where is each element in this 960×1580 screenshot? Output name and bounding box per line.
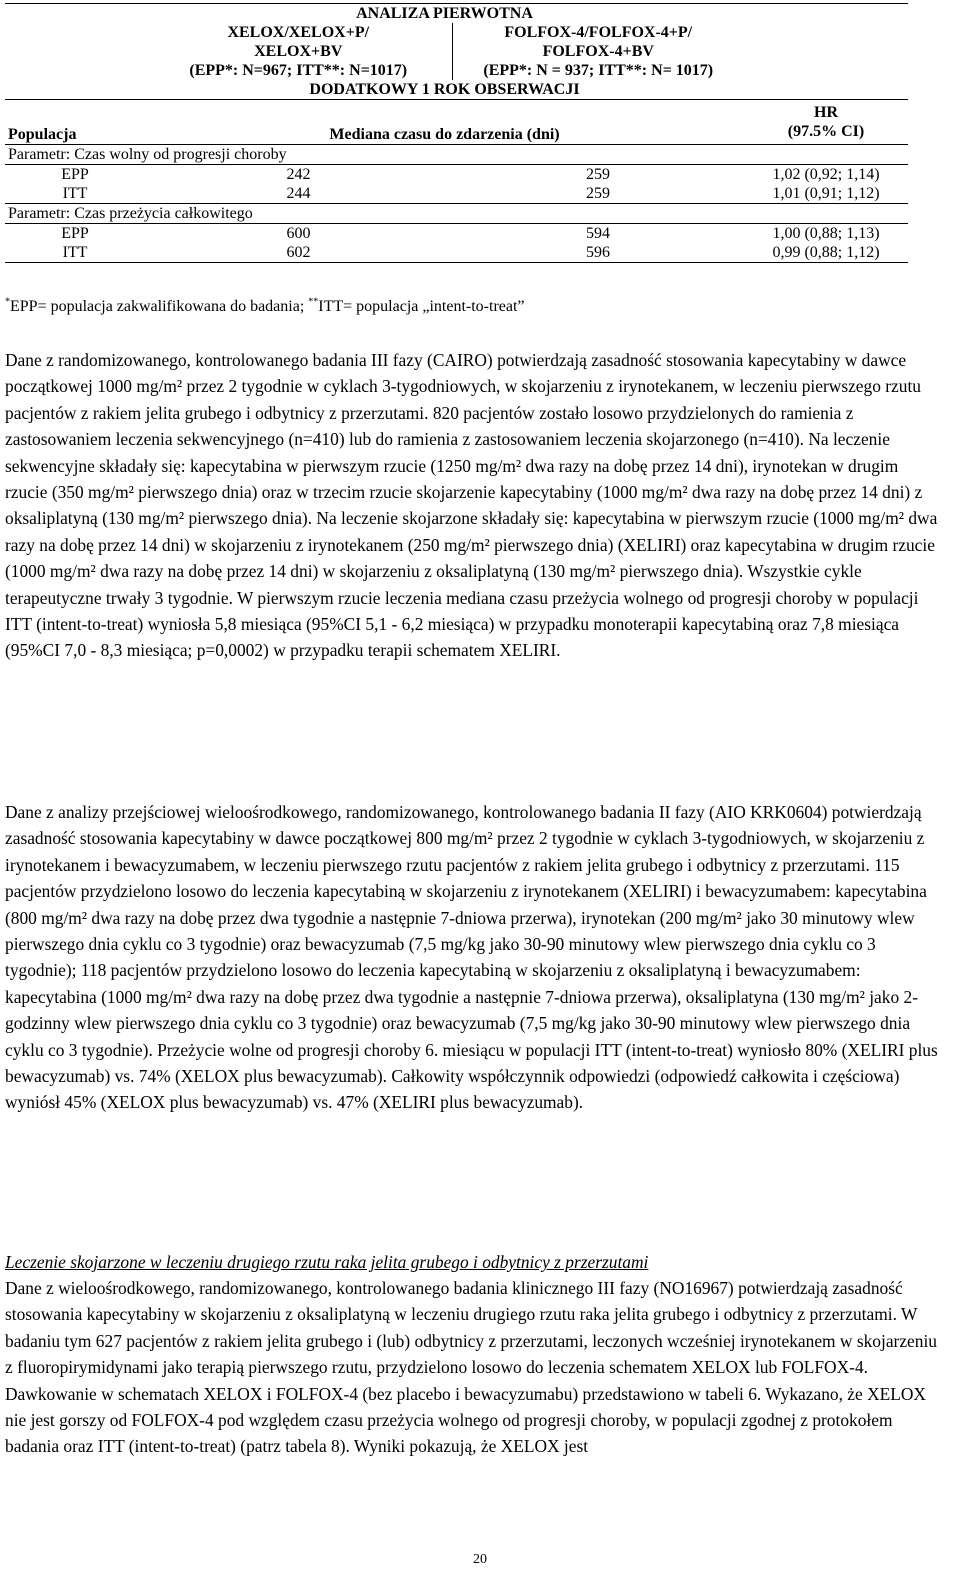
results-table [5, 3, 908, 263]
followup-header: DODATKOWY 1 ROK OBSERWACJI [145, 80, 744, 100]
table-footnote: *EPP= populacja zakwalifikowana do badania; **ITT= populacja „intent-to-treat” [5, 296, 525, 315]
param-pfs: Parametr: Czas wolny od progresji choroby [5, 145, 908, 165]
table-row: ITT 602 596 0,99 (0,88; 1,12) [5, 243, 908, 263]
page-number: 20 [473, 1552, 487, 1567]
paragraph-cairo: Dane z randomizowanego, kontrolowanego badania III fazy (CAIRO) potwierdzają zasadność stosowania kapecytabiny w dawce początkowej 1000 mg/m² przez 2 tygodnie w cyklach 3-tygodniowych, w skojarzeniu z irynotekanem, w leczeniu pierwszego rzutu pacjentów z rakiem jelita grubego i odbytnicy z przerzutami. 820 pacjentów zostało losowo przydzielonych do ramienia z zastosowaniem leczenia sekwencyjnego (n=410) lub do ramienia z zastosowaniem leczenia skojarzonego (n=410). Na leczenie sekwencyjne składały się: kapecytabina w pierwszym rzucie (1250 mg/m² dwa razy na dobę przez 14 dni), irynotekan w drugim rzucie (350 mg/m² pierwszego dnia) oraz w trzecim rzucie skojarzenie kapecytabiny (1000 mg/m² dwa razy na dobę przez 14 dni) z oksaliplatyną (130 mg/m² pierwszego dnia). Na leczenie skojarzone składały się: kapecytabina w pierwszym rzucie (1000 mg/m² dwa razy na dobę przez 14 dni) w skojarzeniu z irynotekanem (250 mg/m² pierwszego dnia) (XELIRI) oraz kapecytabina w drugim rzucie (1000 mg/m² dwa razy na dobę przez 14 dni) w skojarzeniu z oksaliplatyną (130 mg/m² pierwszego dnia). Wszystkie cykle terapeutyczne trwały 3 tygodnie. W pierwszym rzucie leczenia mediana czasu przeżycia wolnego od progresji choroby w populacji ITT (intent-to-treat) wyniosła 5,8 miesiąca (95%CI 5,1 - 6,2 miesiąca) w przypadku monoterapii kapecytabiną oraz 7,8 miesiąca (95%CI 7,0 - 8,3 miesiąca; p=0,0002) w przypadku terapii schematem XELIRI. [5, 350, 938, 661]
table-title: ANALIZA PIERWOTNA [145, 4, 744, 24]
paragraph-aio: Dane z analizy przejściowej wieloośrodkowego, randomizowanego, kontrolowanego badania II fazy (AIO KRK0604) potwierdzają zasadność stosowania kapecytabiny w dawce początkowej 800 mg/m² przez 2 tygodnie w cyklach 3-tygodniowych, w skojarzeniu z irynotekanem i bewacyzumabem, w leczeniu pierwszego rzutu pacjentów z rakiem jelita grubego i odbytnicy z przerzutami. 115 pacjentów przydzielono losowo do leczenia kapecytabiną w skojarzeniu z irynotekanem (XELIRI) i bewacyzumabem: kapecytabina (800 mg/m² dwa razy na dobę przez dwa tygodnie a następnie 7-dniowa przerwa), irynotekan (200 mg/m² jako 30 minutowy wlew pierwszego dnia cyklu co 3 tygodnie) oraz bewacyzumab (7,5 mg/kg jako 30-90 minutowy wlew pierwszego dnia cyklu co 3 tygodnie); 118 pacjentów przydzielono losowo do leczenia kapecytabiną w skojarzeniu z oksaliplatyną i bewacyzumabem: kapecytabina (1000 mg/m² dwa razy na dobę przez dwa tygodnie a następnie 7-dniowa przerwa), oksaliplatyna (130 mg/m² jako 2-godzinny wlew pierwszego dnia cyklu co 3 tygodnie) oraz bewacyzumab (7,5 mg/kg jako 30-90 minutowy wlew pierwszego dnia cyklu co 3 tygodnie). Przeżycie wolne od progresji choroby 6. miesiącu w populacji ITT (intent-to-treat) wyniosło 80% (XELIRI plus bewacyzumab) vs. 74% (XELOX plus bewacyzumab). Całkowity współczynnik odpowiedzi (odpowiedź całkowita i częściowa) wyniósł 45% (XELOX plus bewacyzumab) vs. 47% (XELIRI plus bewacyzumab). [5, 802, 938, 1113]
param-os: Parametr: Czas przeżycia całkowitego [5, 204, 908, 224]
table-row: ITT 244 259 1,01 (0,91; 1,12) [5, 184, 908, 204]
population-header: Populacja [5, 100, 145, 145]
arm-right-header: FOLFOX-4/FOLFOX-4+P/ FOLFOX-4+BV (EPP*: N = 937; ITT**: N= 1017) [483, 24, 714, 79]
arm-left-header: XELOX/XELOX+P/ XELOX+BV (EPP*: N=967; ITT**: N=1017) [145, 23, 452, 80]
median-header: Mediana czasu do zdarzenia (dni) [145, 100, 744, 145]
hr-header: HR (97.5% CI) [744, 100, 908, 145]
table-row: EPP 600 594 1,00 (0,88; 1,13) [61, 225, 880, 242]
paragraph-no16967: Dane z wieloośrodkowego, randomizowanego, kontrolowanego badania klinicznego III fazy (NO16967) potwierdzają zasadność stosowania kapecytabiny w skojarzeniu z oksaliplatyną w leczeniu drugiego rzutu raka jelita grubego i odbytnicy z przerzutami. W badaniu tym 627 pacjentów z rakiem jelita grubego i (lub) odbytnicy z przerzutami, leczonych wcześniej irynotekanem w skojarzeniu z fluoropirymidynami jako terapią pierwszego rzutu, przydzielono losowo do leczenia schematem XELOX lub FOLFOX-4. Dawkowanie w schematach XELOX i FOLFOX-4 (bez placebo i bewacyzumabu) przedstawiono w tabeli 6. Wykazano, że XELOX nie jest gorszy od FOLFOX-4 pod względem czasu przeżycia wolnego od progresji choroby, w populacji zgodnej z protokołem badania oraz ITT (intent-to-treat) (patrz tabela 8). Wyniki pokazują, że XELOX jest [5, 1278, 937, 1457]
section-heading: Leczenie skojarzone w leczeniu drugiego rzutu raka jelita grubego i odbytnicy z przerzutami [5, 1252, 649, 1272]
table-row: EPP 242 259 1,02 (0,92; 1,14) [61, 166, 880, 183]
